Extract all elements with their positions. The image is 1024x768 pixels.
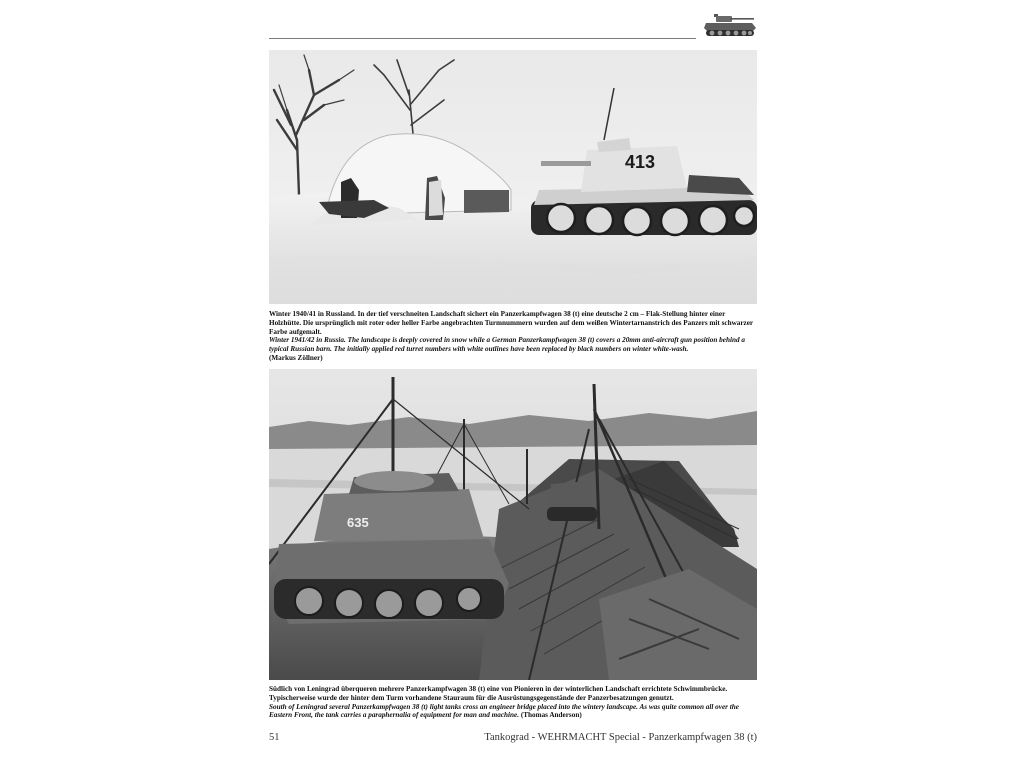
caption-english: South of Leningrad several Panzerkampfwagen 38 (t) light tanks cross an engineer bridge placed into the wintery landscape. As was quite common all over the Eastern Front, the tank carries a paraphernalia of equipment for man and machine. (269, 702, 739, 720)
photo-caption (269, 310, 757, 363)
page-number: 51 (269, 732, 280, 743)
photo-caption (269, 685, 757, 720)
turret-number: 635 (347, 515, 369, 530)
caption-german: Südlich von Leningrad überqueren mehrere Panzerkampfwagen 38 (t) eine von Pionieren in der winterlichen Landschaft errichtete Schwimmbrücke. Typischerweise wurde der hinter dem Turm vorhandene Stauraum für die Ausrüstungsgegenstände der Panzerbesatzungen genutzt. (269, 685, 728, 702)
caption-credit: (Markus Zöllner) (269, 353, 323, 362)
caption-credit: (Thomas Anderson) (520, 711, 582, 720)
caption-english: Winter 1941/42 in Russia. The landscape is deeply covered in snow while a German Panzerkampfwagen 38 (t) covers a 20mm anti-aircraft gun position behind a typical Russian barn. The initially applied red turret numbers with white outlines have been replaced by black numbers on winter white-wash. (269, 336, 745, 354)
running-title: Tankograd - WEHRMACHT Special - Panzerkampfwagen 38 (t) (484, 732, 757, 743)
header-rule (269, 38, 696, 39)
bridge-crossing-photo (269, 369, 757, 680)
turret-number: 413 (625, 152, 656, 172)
caption-german: Winter 1940/41 in Russland. In der tief verschneiten Landschaft sichert ein Panzerkampfwagen 38 (t) eine deutsche 2 cm – Flak-Stellung hinter einer Holzhütte. Die ursprünglich mit roter oder heller Farbe angebrachten Turmnummern wurden auf dem weißen Wintertarnanstrich des Panzers mit schwarzer Farbe aufgemalt. (269, 310, 753, 336)
tank-silhouette-icon (702, 10, 758, 40)
winter-tank-photo (269, 50, 757, 304)
